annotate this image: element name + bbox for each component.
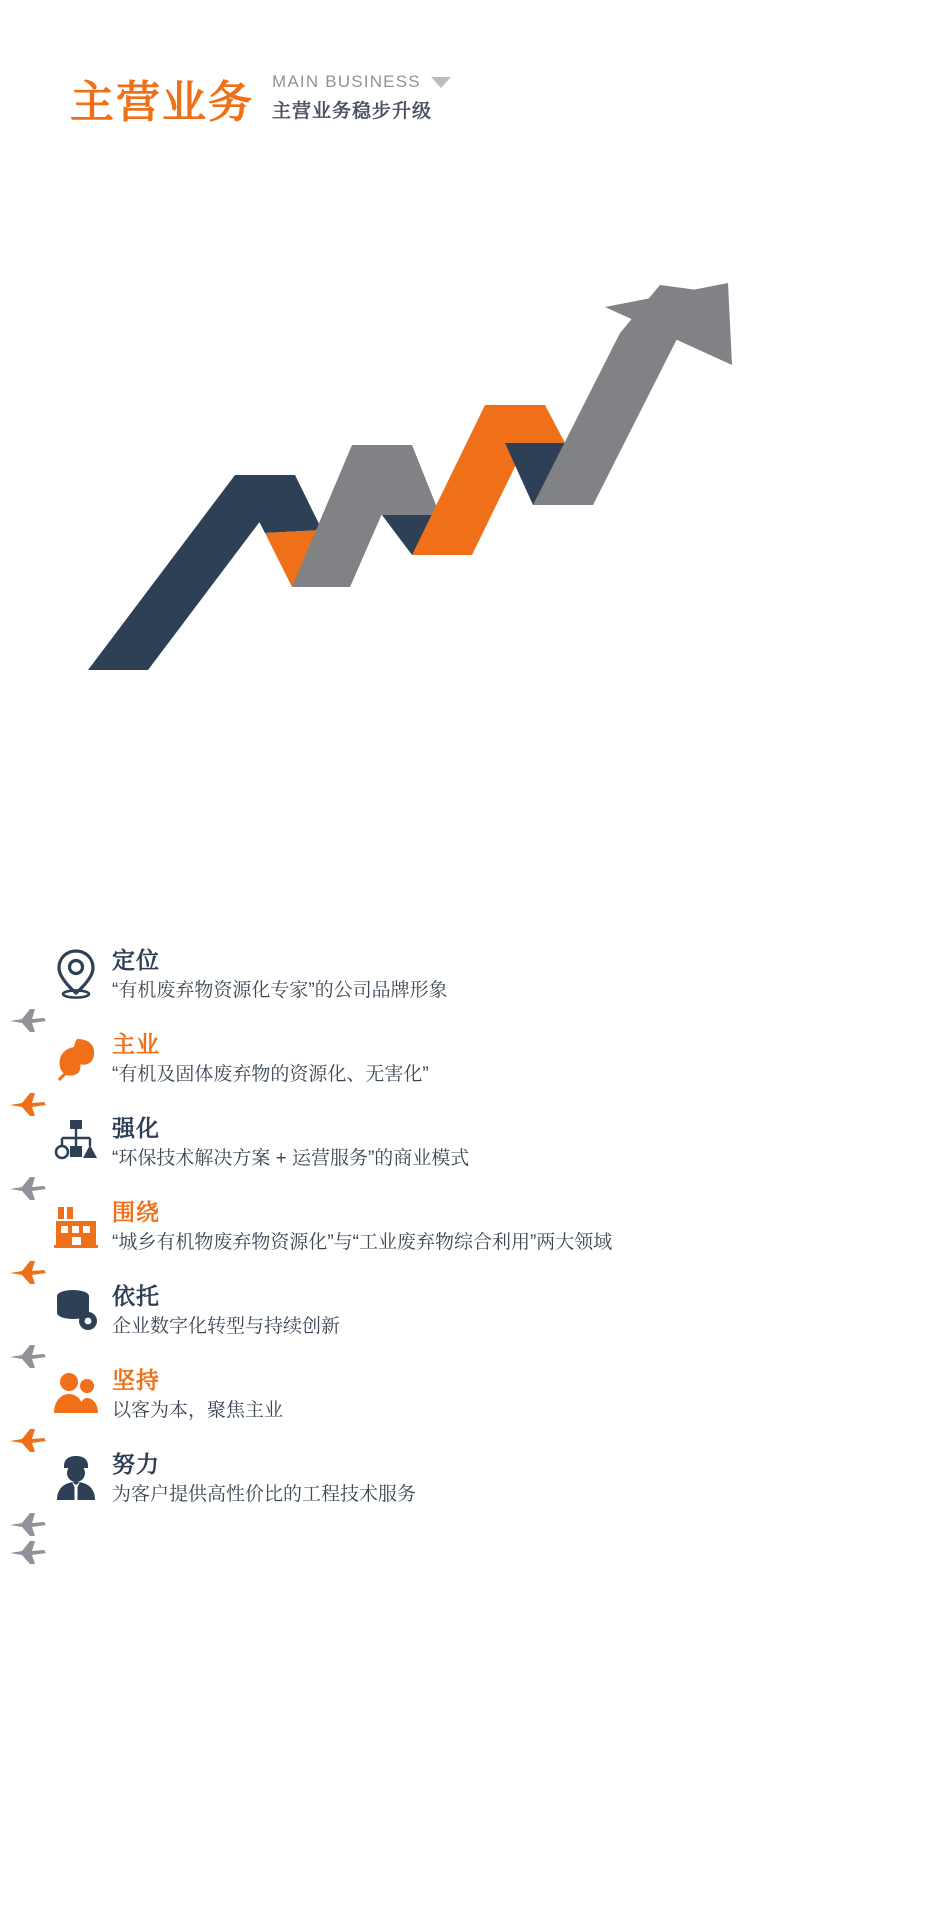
list-item-title: 努力 [112,1451,160,1477]
list-item [0,1365,928,1449]
list-item [0,1281,928,1365]
list-item-desc: 企业数字化转型与持续创新 [112,1316,341,1338]
list-item [0,1449,928,1533]
list-item-desc: “环保技术解决方案 + 运营服务”的商业模式 [112,1148,470,1170]
list-item-title: 围绕 [112,1199,160,1225]
list-item-texts [104,1197,612,1256]
rising-zigzag-arrow-graphic [60,265,868,705]
plane-icon [8,1539,48,1569]
location-pin-icon [48,945,104,1003]
org-chart-icon [48,1113,104,1171]
list-item-desc: 以客为本，聚焦主业 [112,1400,284,1422]
list-item-desc: “有机废弃物资源化专家”的公司品牌形象 [112,980,448,1002]
list-item-texts [104,1029,429,1088]
list-item [0,1197,928,1281]
chevron-down-icon [431,77,451,88]
list-item-title: 坚持 [112,1367,160,1393]
engineer-icon [48,1449,104,1507]
page-title-en: MAIN BUSINESS [272,72,421,91]
page-header [70,72,451,128]
list-item-texts [104,1281,340,1340]
business-points-list [0,945,928,1579]
list-item-desc: “城乡有机物废弃物资源化”与“工业废弃物综合利用”两大领域 [112,1232,613,1254]
page-title-secondary [272,72,451,125]
page-subtitle: 主营业务稳步升级 [272,101,433,123]
list-footer-decoration [0,1533,928,1579]
list-item-texts [104,1449,416,1508]
database-gear-icon [48,1281,104,1339]
list-item-title: 强化 [112,1115,160,1141]
list-item-title: 主业 [112,1031,160,1057]
page-title-en-row [272,72,451,92]
list-item-desc: “有机及固体废弃物的资源化、无害化” [112,1064,429,1086]
list-item-texts [104,945,448,1004]
list-item-texts [104,1365,283,1424]
page-title: 主营业务 [70,78,254,128]
list-item [0,1029,928,1113]
factory-icon [48,1197,104,1255]
users-icon [48,1365,104,1423]
list-item [0,945,928,1029]
arrow-segment-gray-2 [533,333,680,505]
list-item-title: 依托 [112,1283,160,1309]
list-item-title: 定位 [112,947,160,973]
list-item-desc: 为客户提供高性价比的工程技术服务 [112,1484,417,1506]
leaf-icon [48,1029,104,1087]
list-item-texts [104,1113,469,1172]
list-item [0,1113,928,1197]
